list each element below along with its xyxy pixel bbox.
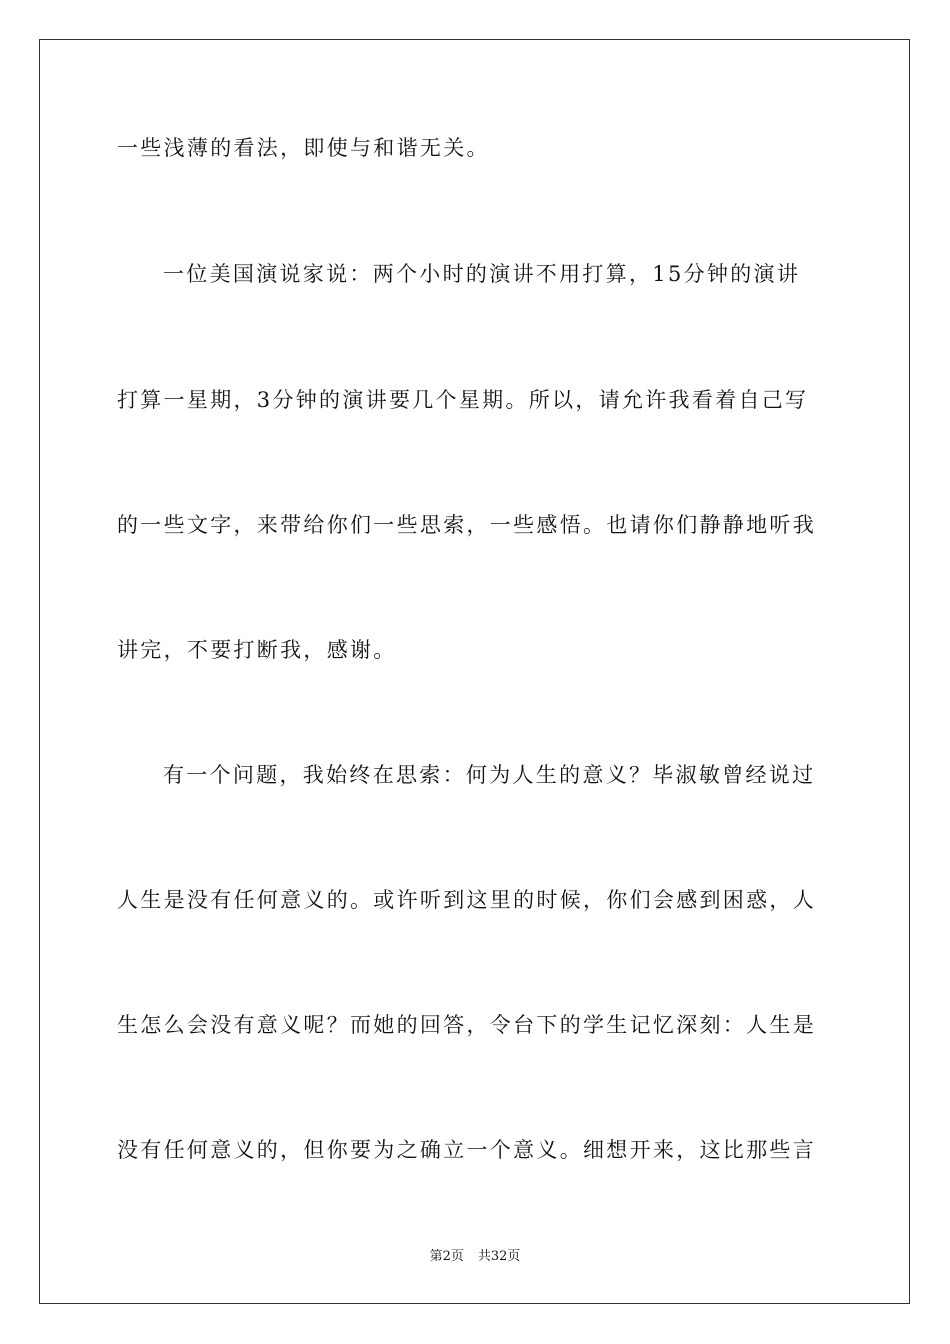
page-footer: [0, 1249, 950, 1265]
page-total: 共32页: [477, 1249, 521, 1264]
page-number: 第2页: [429, 1249, 464, 1264]
body-line-9: 没有任何意义的，但你要为之确立一个意义。细想开来，这比那些言: [117, 1138, 816, 1162]
body-line-4: 的一些文字，来带给你们一些思索，一些感悟。也请你们静静地听我: [117, 513, 816, 537]
page-border: [39, 39, 910, 1304]
body-line-1: 一些浅薄的看法，即使与和谐无关。: [117, 136, 490, 160]
body-line-5: 讲完，不要打断我，感谢。: [117, 638, 397, 662]
body-line-2: 一位美国演说家说：两个小时的演讲不用打算，15分钟的演讲: [163, 262, 801, 286]
body-line-7: 人生是没有任何意义的。或许听到这里的时候，你们会感到困惑，人: [117, 888, 816, 912]
body-line-3: 打算一星期，3分钟的演讲要几个星期。所以，请允许我看着自己写: [117, 388, 809, 412]
body-line-6: 有一个问题，我始终在思索：何为人生的意义？毕淑敏曾经说过: [163, 763, 816, 787]
body-line-8: 生怎么会没有意义呢？而她的回答，令台下的学生记忆深刻：人生是: [117, 1013, 816, 1037]
